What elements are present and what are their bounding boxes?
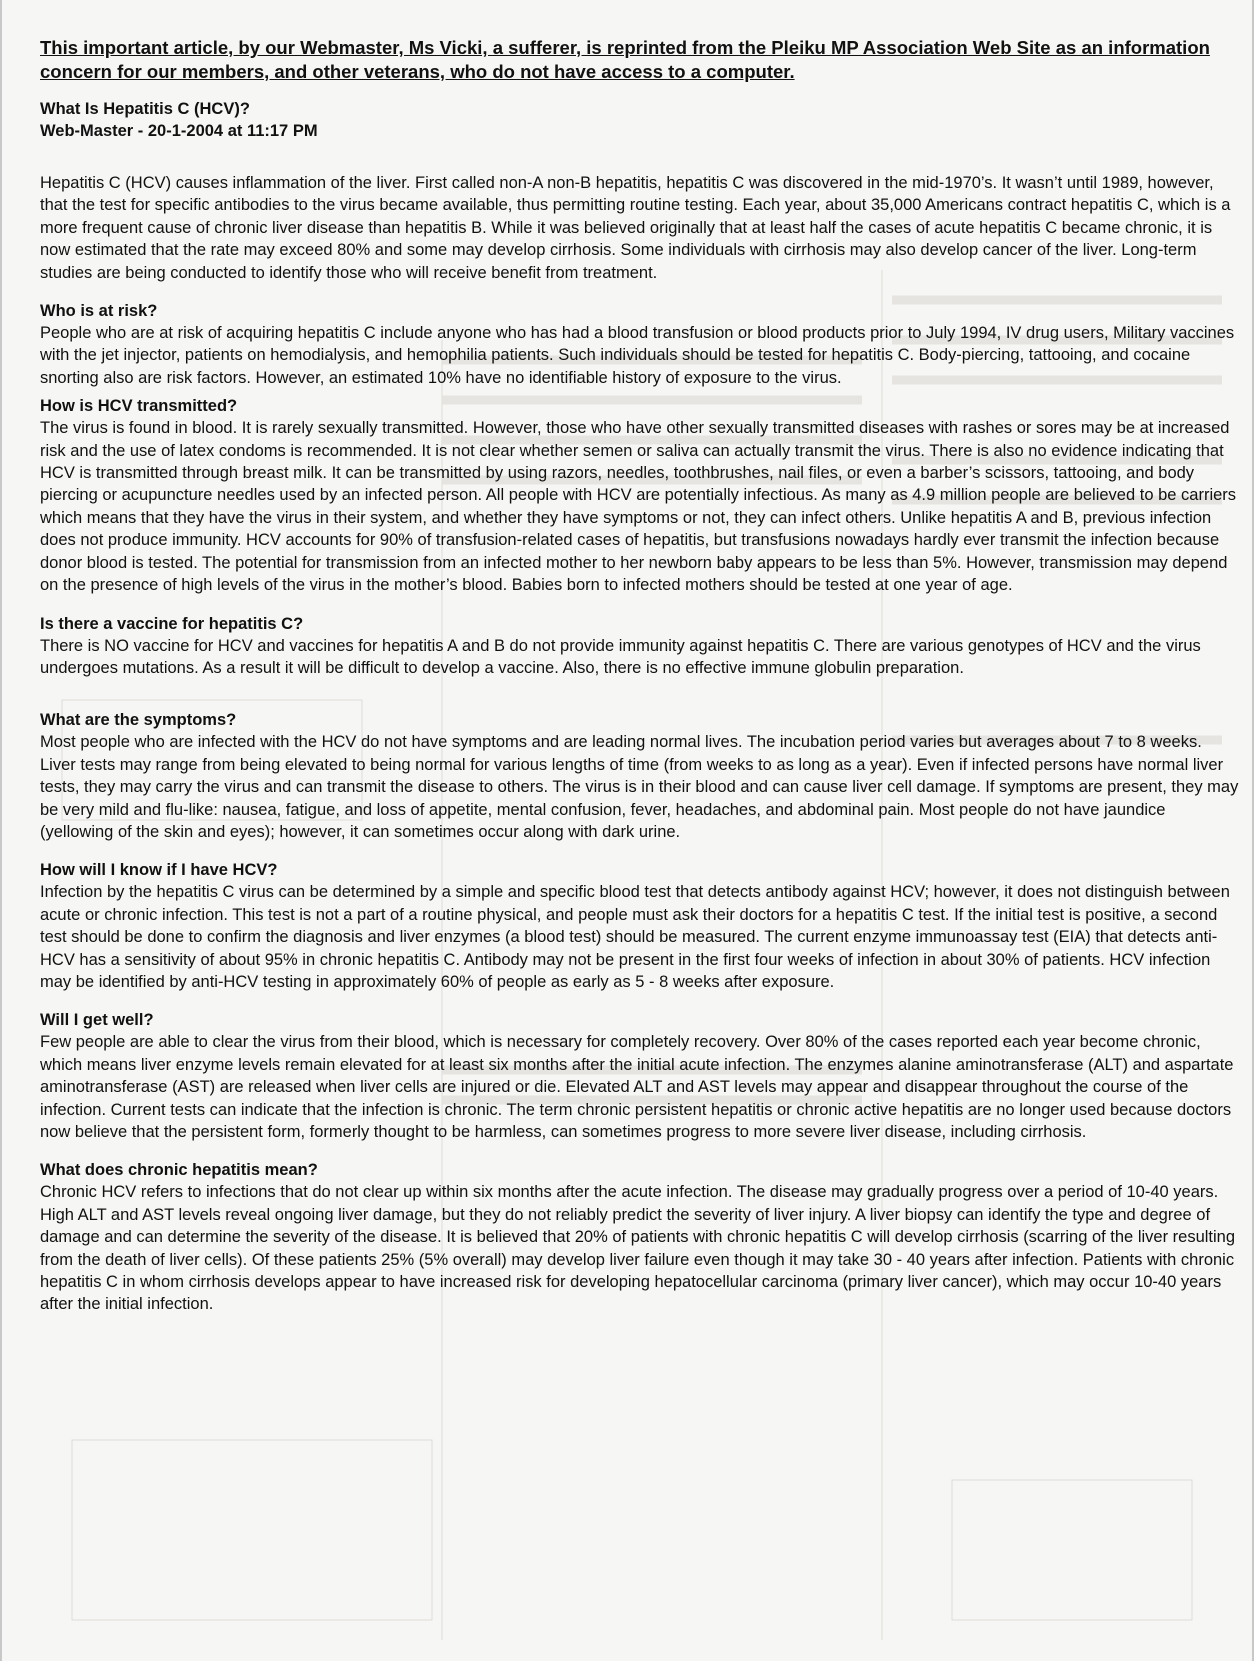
article	[40, 36, 1240, 1316]
article-title: What Is Hepatitis C (HCV)?	[40, 100, 250, 118]
section-heading-transmission: How is HCV transmitted?	[40, 397, 238, 416]
section-body-vaccine: There is NO vaccine for HCV and vaccines for hepatitis A and B do not provide immunity against hepatitis C. There are various genotypes of HCV and the virus undergoes mutations. As a result it will be difficult to develop a vaccine. Also, there is no effective immune globulin preparation.	[40, 636, 1201, 677]
section-heading-risk: Who is at risk?	[40, 302, 158, 321]
section-heading-diagnosis: How will I know if I have HCV?	[40, 861, 278, 880]
section-body-intro: Hepatitis C (HCV) causes inflammation of the liver. First called non-A non-B hepatitis, hepatitis C was discovered in the mid-1970’s. It wasn’t until 1989, however, that the test for specific antibodies to the virus became available, thus permitting routine testing. Each year, about 35,000 Americans contract hepatitis C, which is a more frequent cause of chronic liver disease than hepatitis B. While it was believed originally that at least half the cases of acute hepatitis C became chronic, it is now estimated that the rate may exceed 80% and some may develop cirrhosis. Some individuals with cirrhosis may also develop cancer of the liver. Long-term studies are being conducted to identify those who will receive benefit from treatment.	[40, 174, 1231, 282]
section-body-prognosis: Few people are able to clear the virus from their blood, which is necessary for completely recovery. Over 80% of the cases reported each year become chronic, which means liver enzyme levels remain elevated for at least six months after the initial acute infection. The enzymes alanine aminotransferase (ALT) and aspartate aminotransferase (AST) are released when liver cells are injured or die. Elevated ALT and AST levels may appear and disappear throughout the course of the infection. Current tests can indicate that the infection is chronic. The term chronic persistent hepatitis or chronic active hepatitis are no longer used because doctors now believe that the persistent form, formerly thought to be harmless, can sometimes progress to more severe liver disease, including cirrhosis.	[40, 1033, 1234, 1141]
intro-note: This important article, by our Webmaster, Ms Vicki, a sufferer, is reprinted from the Pleiku MP Association Web Site as an information concern for our members, and other veterans, who do not have access to a computer.	[40, 37, 1210, 82]
byline: Web-Master - 20-1-2004 at 11:17 PM	[40, 122, 318, 140]
section-heading-vaccine: Is there a vaccine for hepatitis C?	[40, 614, 304, 633]
section-body-diagnosis: Infection by the hepatitis C virus can be determined by a simple and specific blood test that detects antibody against HCV; however, it does not distinguish between acute or chronic infection. This test is not a part of a routine physical, and people must ask their doctors for a hepatitis C test. If the initial test is positive, a second test should be done to confirm the diagnosis and liver enzymes (a blood test) should be measured. The current enzyme immunoassay test (EIA) that detects anti-HCV has a sensitivity of about 95% in chronic hepatitis C. Antibody may not be present in the first four weeks of infection in about 30% of patients. HCV infection may be identified by anti-HCV testing in approximately 60% of people as early as 5 - 8 weeks after exposure.	[40, 883, 1230, 991]
section-heading-symptoms: What are the symptoms?	[40, 711, 237, 730]
section-body-risk: People who are at risk of acquiring hepatitis C include anyone who has had a blood transfusion or blood products prior to July 1994, IV drug users, Military vaccines with the jet injector, patients on hemodialysis, and hemophilia patients. Such individuals should be tested for hepatitis C. Body-piercing, tattooing, and cocaine snorting also are risk factors. However, an estimated 10% have no identifiable history of exposure to the virus.	[40, 324, 1235, 387]
section-body-transmission: The virus is found in blood. It is rarely sexually transmitted. However, those who have other sexually transmitted diseases with rashes or sores may be at increased risk and the use of latex condoms is recommended. It is not clear whether semen or saliva can actually transmit the virus. There is also no evidence indicating that HCV is transmitted through breast milk. It can be transmitted by using razors, needles, toothbrushes, nail files, or even a barber’s scissors, tattooing, and body piercing or acupuncture needles used by an infected person. All people with HCV are potentially infectious. As many as 4.9 million people are believed to be carriers which means that they have the virus in their system, and whether they have symptoms or not, they can infect others. Unlike hepatitis A and B, previous infection does not produce immunity. HCV accounts for 90% of transfusion-related cases of hepatitis, but transfusions nowadays hardly ever transmit the infection because donor blood is tested. The potential for transmission from an infected mother to her newborn baby appears to be less than 5%. However, transmission may depend on the presence of high levels of the virus in the mother’s blood. Babies born to infected mothers should be tested at one year of age.	[40, 419, 1237, 595]
section-heading-chronic: What does chronic hepatitis mean?	[40, 1161, 318, 1180]
section-body-chronic: Chronic HCV refers to infections that do not clear up within six months after the acute infection. The disease may gradually progress over a period of 10-40 years. High ALT and AST levels reveal ongoing liver damage, but they do not reliably predict the severity of liver injury. A liver biopsy can identify the type and degree of damage and can determine the severity of the disease. It is believed that 20% of patients with chronic hepatitis C will develop cirrhosis (scarring of the liver resulting from the death of liver cells). Of these patients 25% (5% overall) may develop liver failure even though it may take 30 - 40 years after infection. Patients with chronic hepatitis C in whom cirrhosis develops appear to have increased risk for developing hepatocellular carcinoma (primary liver cancer), which may occur 10-40 years after the initial infection.	[40, 1183, 1236, 1314]
section-heading-prognosis: Will I get well?	[40, 1011, 154, 1030]
section-body-symptoms: Most people who are infected with the HCV do not have symptoms and are leading normal lives. The incubation period varies but averages about 7 to 8 weeks. Liver tests may range from being elevated to being normal for various lengths of time (from weeks to as long as a year). Even if infected persons have normal liver tests, they may carry the virus and can transmit the disease to others. The virus is in their blood and can cause liver cell damage. If symptoms are present, they may be very mild and flu-like: nausea, fatigue, and loss of appetite, mental confusion, fever, headaches, and abdominal pain. Most people do not have jaundice (yellowing of the skin and eyes); however, it can sometimes occur along with dark urine.	[40, 733, 1239, 841]
